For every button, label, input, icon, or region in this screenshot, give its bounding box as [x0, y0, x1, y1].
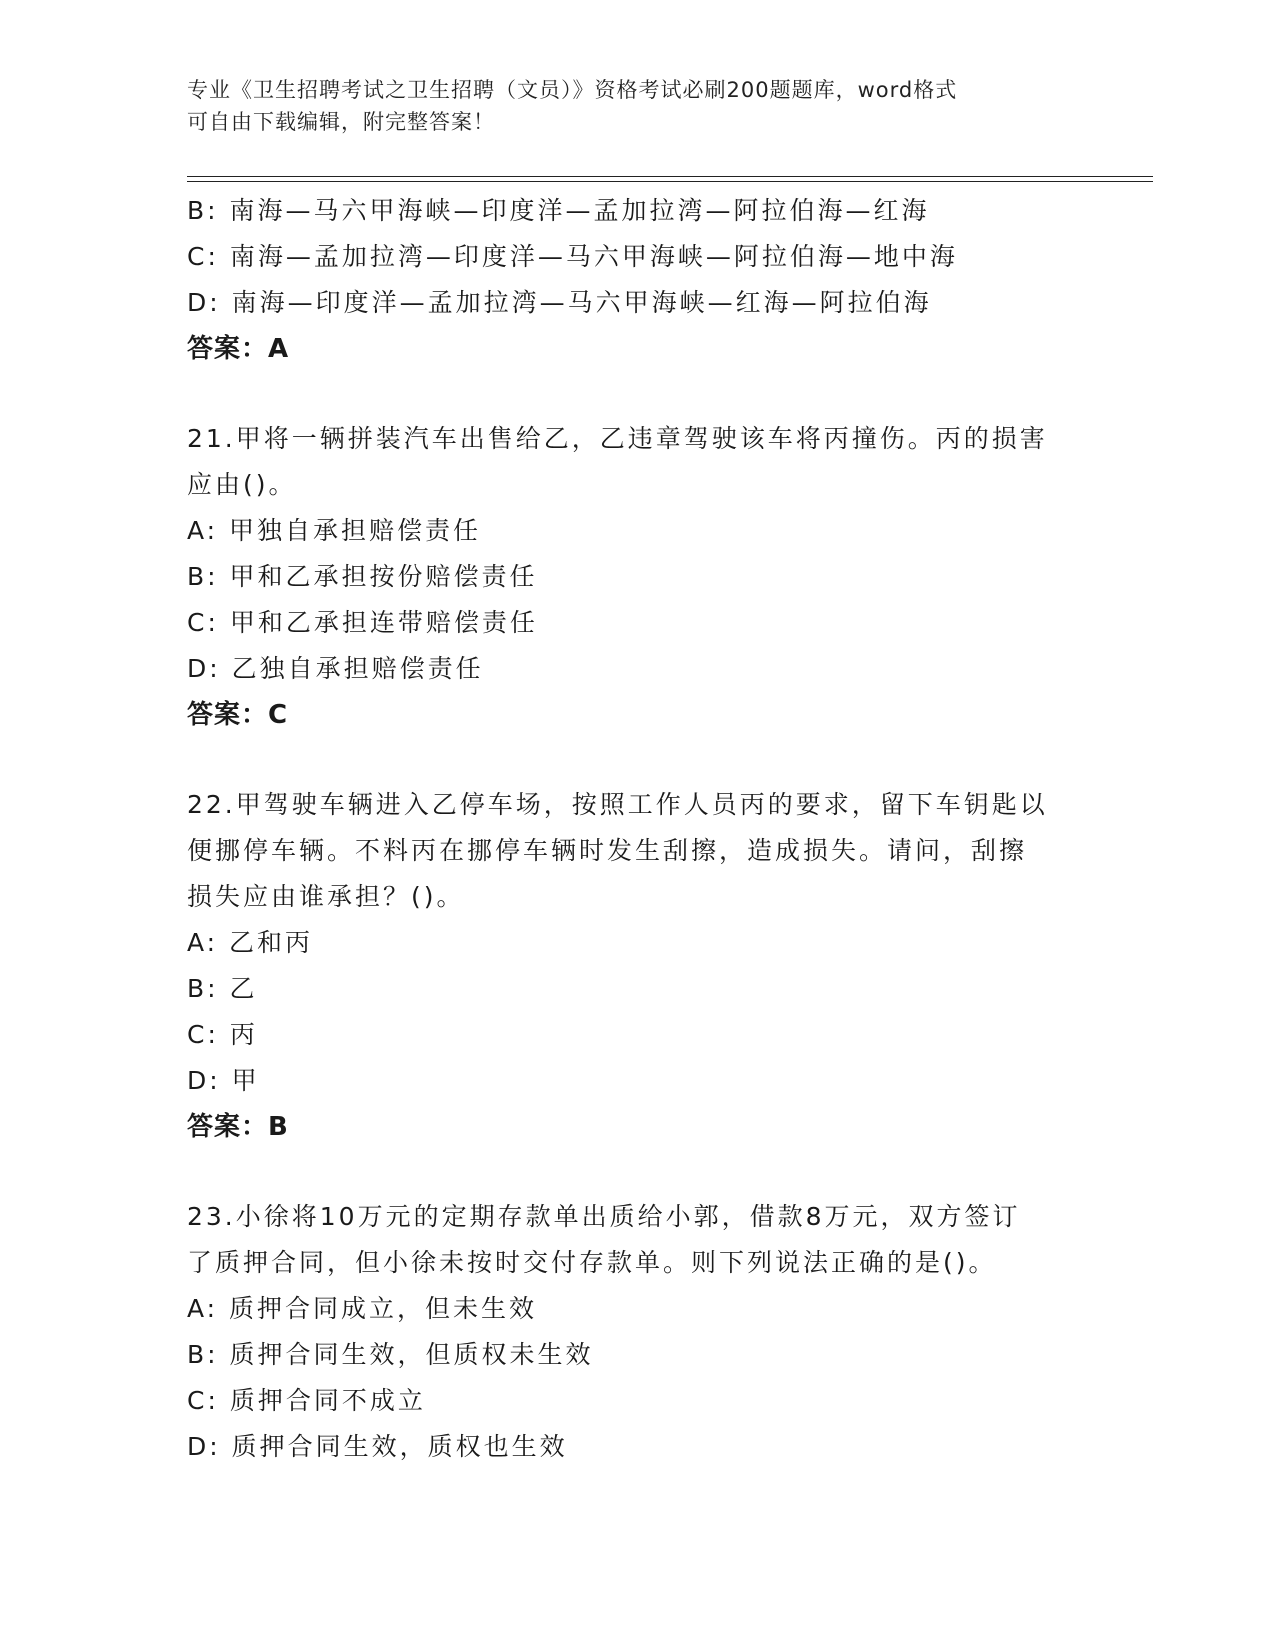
option-d: D: 甲 — [187, 1066, 260, 1095]
question-block-21 — [187, 416, 1147, 738]
question-stem-line: 便挪停车辆。不料丙在挪停车辆时发生刮擦，造成损失。请问，刮擦 — [187, 836, 1028, 865]
header-divider-bottom — [187, 181, 1153, 182]
spacer — [187, 1150, 1147, 1194]
question-stem-line: 21.甲将一辆拼装汽车出售给乙，乙违章驾驶该车将丙撞伤。丙的损害 — [187, 424, 1048, 453]
answer-line: 答案：C — [187, 700, 289, 730]
document-body — [187, 188, 1147, 1470]
question-block-23 — [187, 1194, 1147, 1470]
header-divider-top — [187, 176, 1153, 177]
answer-line: 答案：B — [187, 1112, 289, 1142]
option-d: D: 乙独自承担赔偿责任 — [187, 654, 484, 683]
option-a: A: 甲独自承担赔偿责任 — [187, 516, 482, 545]
option-a: A: 质押合同成立，但未生效 — [187, 1294, 538, 1323]
option-b: B: 质押合同生效，但质权未生效 — [187, 1340, 594, 1369]
document-header — [187, 74, 1087, 138]
question-stem-line: 应由()。 — [187, 470, 297, 499]
option-a: A: 乙和丙 — [187, 928, 314, 957]
spacer — [187, 738, 1147, 782]
option-c: C: 丙 — [187, 1020, 258, 1049]
question-block-22 — [187, 782, 1147, 1150]
option-d: D: 质押合同生效，质权也生效 — [187, 1432, 568, 1461]
spacer — [187, 372, 1147, 416]
option-b: B: 乙 — [187, 974, 258, 1003]
question-stem-line: 了质押合同，但小徐未按时交付存款单。则下列说法正确的是()。 — [187, 1248, 997, 1277]
option-b: B: 甲和乙承担按份赔偿责任 — [187, 562, 538, 591]
option-c: C: 南海—孟加拉湾—印度洋—马六甲海峡—阿拉伯海—地中海 — [187, 242, 958, 271]
header-line-1: 专业《卫生招聘考试之卫生招聘（文员）》资格考试必刷200题题库，word格式 — [187, 78, 958, 102]
option-d: D: 南海—印度洋—孟加拉湾—马六甲海峡—红海—阿拉伯海 — [187, 288, 932, 317]
question-stem-line: 23.小徐将10万元的定期存款单出质给小郭，借款8万元，双方签订 — [187, 1202, 1021, 1231]
header-line-2: 可自由下载编辑，附完整答案！ — [187, 110, 495, 134]
option-b: B: 南海—马六甲海峡—印度洋—孟加拉湾—阿拉伯海—红海 — [187, 196, 930, 225]
question-stem-line: 22.甲驾驶车辆进入乙停车场，按照工作人员丙的要求，留下车钥匙以 — [187, 790, 1048, 819]
option-c: C: 甲和乙承担连带赔偿责任 — [187, 608, 538, 637]
answer-line: 答案：A — [187, 334, 290, 364]
question-block-prev — [187, 188, 1147, 372]
option-c: C: 质押合同不成立 — [187, 1386, 426, 1415]
question-stem-line: 损失应由谁承担？()。 — [187, 882, 465, 911]
